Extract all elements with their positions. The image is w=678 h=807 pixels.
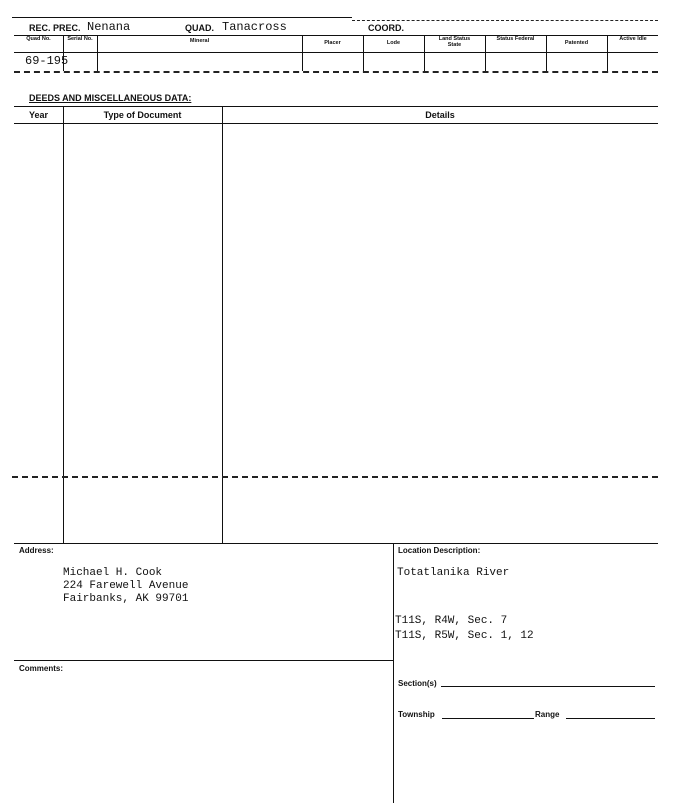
bottom-center-divider [393, 543, 394, 803]
comments-label: Comments: [19, 664, 64, 673]
top-rule-dashed [352, 20, 658, 21]
sections-field-line [441, 686, 655, 687]
rec-prec-label: REC. PREC. [29, 23, 81, 33]
coord-label: COORD. [368, 23, 404, 33]
comments-top-rule [14, 660, 393, 661]
location-label: Location Description: [398, 546, 481, 555]
col-patented: Patented [564, 40, 589, 46]
col-lode: Lode [386, 40, 401, 46]
location-legal-2: T11S, R5W, Sec. 1, 12 [395, 630, 534, 642]
address-line-2: 224 Farewell Avenue [63, 580, 189, 592]
deeds-top-rule [14, 106, 658, 107]
range-label: Range [535, 710, 560, 719]
col-land-status-state: Land Status State [438, 36, 471, 48]
quad-label: QUAD. [185, 23, 214, 33]
quad-value: Tanacross [222, 20, 287, 34]
col-sep-5 [424, 35, 425, 71]
top-rule [12, 17, 352, 18]
col-year: Year [28, 110, 49, 120]
deeds-header-rule [14, 123, 658, 124]
address-label: Address: [19, 546, 54, 555]
sections-label: Section(s) [398, 679, 437, 688]
col-serial-no: Serial No. [67, 36, 93, 42]
claim-table-top-rule [14, 35, 658, 36]
col-active-idle: Active Idle [619, 36, 647, 42]
rec-prec-value: Nenana [87, 20, 131, 34]
col-status-federal: Status Federal [496, 36, 535, 42]
location-legal-block [395, 614, 534, 644]
claim-table-header-rule [14, 52, 658, 53]
col-type-of-document: Type of Document [103, 110, 182, 120]
location-river: Totatlanika River [397, 567, 510, 579]
township-label: Township [398, 710, 435, 719]
deeds-dashed-rule [12, 476, 658, 478]
location-legal-1: T11S, R4W, Sec. 7 [395, 615, 508, 627]
claim-table-bottom-rule [14, 71, 658, 73]
address-line-1: Michael H. Cook [63, 567, 163, 579]
quad-no-value: 69-195 [25, 54, 69, 68]
col-details: Details [425, 110, 455, 120]
address-line-3: Fairbanks, AK 99701 [63, 593, 189, 605]
col-placer: Placer [324, 40, 341, 46]
deeds-bottom-rule [14, 543, 658, 544]
township-field-line [442, 718, 534, 719]
deeds-section-title: DEEDS AND MISCELLANEOUS DATA: [29, 93, 192, 103]
range-field-line [566, 718, 655, 719]
col-mineral: Mineral [189, 38, 210, 44]
col-sep-6 [485, 35, 486, 71]
col-sep-8 [607, 35, 608, 71]
col-quad-no: Quad No. [26, 36, 51, 42]
address-block [63, 567, 188, 606]
